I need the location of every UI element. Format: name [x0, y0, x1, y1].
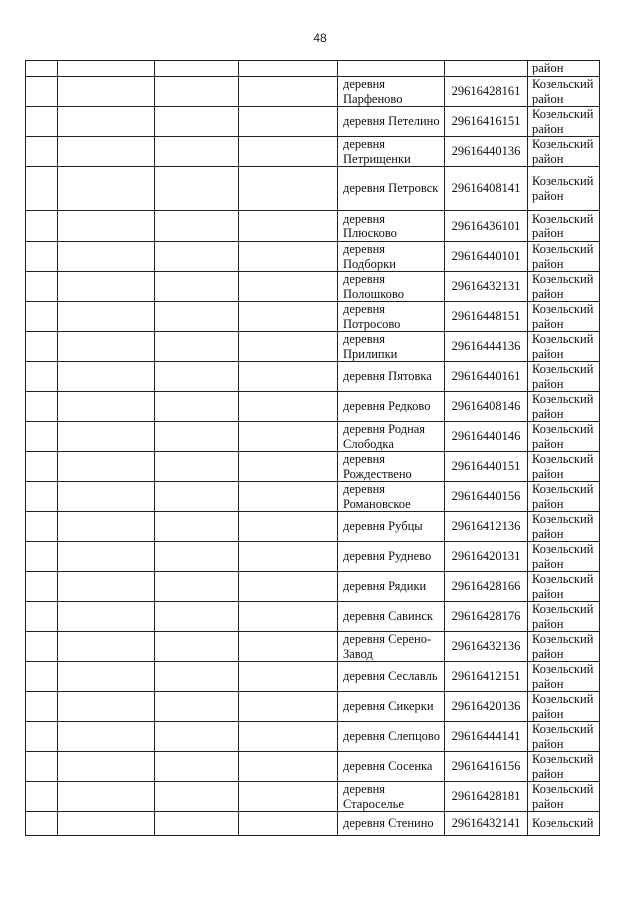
settlement-name-cell: деревня Петрищенки: [338, 137, 445, 167]
oktmo-code-cell: 29616440136: [445, 137, 528, 167]
oktmo-code-cell: [445, 61, 528, 77]
empty-cell: [26, 302, 58, 332]
oktmo-code-cell: 29616420131: [445, 542, 528, 572]
empty-cell: [239, 512, 338, 542]
settlement-name-cell: деревня Полошково: [338, 272, 445, 302]
empty-cell: [155, 242, 239, 272]
empty-cell: [239, 542, 338, 572]
empty-cell: [58, 512, 155, 542]
empty-cell: [155, 662, 239, 692]
table-row: [26, 392, 600, 422]
empty-cell: [155, 392, 239, 422]
district-cell: Козельский район: [528, 362, 600, 392]
empty-cell: [239, 572, 338, 602]
settlement-name-cell: деревня Редково: [338, 392, 445, 422]
empty-cell: [58, 77, 155, 107]
empty-cell: [26, 572, 58, 602]
empty-cell: [155, 812, 239, 836]
district-cell: Козельский район: [528, 392, 600, 422]
district-cell: Козельский район: [528, 452, 600, 482]
empty-cell: [58, 662, 155, 692]
empty-cell: [155, 167, 239, 211]
settlement-name-cell: деревня Рубцы: [338, 512, 445, 542]
oktmo-code-cell: 29616432141: [445, 812, 528, 836]
table-row: [26, 572, 600, 602]
empty-cell: [155, 692, 239, 722]
oktmo-code-cell: 29616428176: [445, 602, 528, 632]
empty-cell: [26, 362, 58, 392]
settlement-name-cell: деревня Савинск: [338, 602, 445, 632]
table-row: [26, 272, 600, 302]
settlement-name-cell: деревня Подборки: [338, 242, 445, 272]
settlement-name-cell: деревня Романовское: [338, 482, 445, 512]
empty-cell: [239, 692, 338, 722]
table-row: [26, 812, 600, 836]
empty-cell: [58, 752, 155, 782]
empty-cell: [26, 242, 58, 272]
table-row: [26, 242, 600, 272]
district-cell: район: [528, 61, 600, 77]
settlement-name-cell: деревня Серено-Завод: [338, 632, 445, 662]
empty-cell: [239, 782, 338, 812]
table-row: [26, 302, 600, 332]
district-cell: Козельский район: [528, 211, 600, 242]
empty-cell: [58, 782, 155, 812]
settlements-table: [25, 60, 600, 836]
district-cell: Козельский район: [528, 542, 600, 572]
table-row: [26, 452, 600, 482]
empty-cell: [155, 722, 239, 752]
district-cell: Козельский район: [528, 167, 600, 211]
empty-cell: [239, 422, 338, 452]
settlement-name-cell: деревня Сикерки: [338, 692, 445, 722]
settlement-name-cell: деревня Слепцово: [338, 722, 445, 752]
table-row: [26, 332, 600, 362]
empty-cell: [155, 211, 239, 242]
empty-cell: [155, 272, 239, 302]
table-row: [26, 422, 600, 452]
empty-cell: [26, 332, 58, 362]
empty-cell: [26, 482, 58, 512]
empty-cell: [26, 452, 58, 482]
empty-cell: [58, 272, 155, 302]
empty-cell: [58, 302, 155, 332]
empty-cell: [58, 482, 155, 512]
oktmo-code-cell: 29616440156: [445, 482, 528, 512]
oktmo-code-cell: 29616444136: [445, 332, 528, 362]
empty-cell: [58, 332, 155, 362]
district-cell: Козельский район: [528, 77, 600, 107]
empty-cell: [155, 107, 239, 137]
table-row: [26, 512, 600, 542]
settlement-name-cell: деревня Сосенка: [338, 752, 445, 782]
district-cell: Козельский район: [528, 782, 600, 812]
empty-cell: [239, 272, 338, 302]
empty-cell: [26, 782, 58, 812]
empty-cell: [58, 722, 155, 752]
table-row: [26, 61, 600, 77]
district-cell: Козельский район: [528, 692, 600, 722]
empty-cell: [155, 302, 239, 332]
district-cell: Козельский район: [528, 242, 600, 272]
settlement-name-cell: деревня Родная Слободка: [338, 422, 445, 452]
empty-cell: [58, 107, 155, 137]
table-row: [26, 362, 600, 392]
empty-cell: [239, 602, 338, 632]
empty-cell: [239, 137, 338, 167]
empty-cell: [239, 362, 338, 392]
oktmo-code-cell: 29616432136: [445, 632, 528, 662]
empty-cell: [239, 107, 338, 137]
empty-cell: [26, 137, 58, 167]
district-cell: Козельский район: [528, 107, 600, 137]
empty-cell: [239, 302, 338, 332]
table-row: [26, 782, 600, 812]
empty-cell: [26, 392, 58, 422]
empty-cell: [239, 242, 338, 272]
empty-cell: [26, 167, 58, 211]
district-cell: Козельский: [528, 812, 600, 836]
empty-cell: [58, 211, 155, 242]
table-row: [26, 482, 600, 512]
settlement-name-cell: деревня Потросово: [338, 302, 445, 332]
settlement-name-cell: [338, 61, 445, 77]
oktmo-code-cell: 29616440151: [445, 452, 528, 482]
empty-cell: [26, 662, 58, 692]
empty-cell: [155, 602, 239, 632]
table-row: [26, 692, 600, 722]
oktmo-code-cell: 29616420136: [445, 692, 528, 722]
empty-cell: [58, 452, 155, 482]
oktmo-code-cell: 29616428166: [445, 572, 528, 602]
empty-cell: [155, 61, 239, 77]
settlement-name-cell: деревня Парфеново: [338, 77, 445, 107]
district-cell: Козельский район: [528, 572, 600, 602]
empty-cell: [26, 61, 58, 77]
empty-cell: [239, 61, 338, 77]
oktmo-code-cell: 29616440161: [445, 362, 528, 392]
table-row: [26, 632, 600, 662]
empty-cell: [155, 542, 239, 572]
empty-cell: [155, 452, 239, 482]
district-cell: Козельский район: [528, 332, 600, 362]
settlement-name-cell: деревня Пятовка: [338, 362, 445, 392]
empty-cell: [58, 167, 155, 211]
empty-cell: [239, 812, 338, 836]
table-row: [26, 752, 600, 782]
empty-cell: [155, 332, 239, 362]
district-cell: Козельский район: [528, 602, 600, 632]
empty-cell: [155, 422, 239, 452]
settlement-name-cell: деревня Петровск: [338, 167, 445, 211]
empty-cell: [26, 752, 58, 782]
empty-cell: [26, 722, 58, 752]
empty-cell: [155, 137, 239, 167]
empty-cell: [239, 662, 338, 692]
empty-cell: [239, 632, 338, 662]
district-cell: Козельский район: [528, 632, 600, 662]
district-cell: Козельский район: [528, 752, 600, 782]
table-row: [26, 602, 600, 632]
oktmo-code-cell: 29616416156: [445, 752, 528, 782]
empty-cell: [26, 77, 58, 107]
oktmo-code-cell: 29616428181: [445, 782, 528, 812]
table-row: [26, 137, 600, 167]
empty-cell: [26, 542, 58, 572]
empty-cell: [239, 482, 338, 512]
oktmo-code-cell: 29616432131: [445, 272, 528, 302]
empty-cell: [26, 812, 58, 836]
settlement-name-cell: деревня Прилипки: [338, 332, 445, 362]
empty-cell: [26, 602, 58, 632]
empty-cell: [58, 242, 155, 272]
empty-cell: [26, 211, 58, 242]
oktmo-code-cell: 29616440146: [445, 422, 528, 452]
empty-cell: [26, 512, 58, 542]
table-row: [26, 107, 600, 137]
settlement-name-cell: деревня Плюсково: [338, 211, 445, 242]
oktmo-code-cell: 29616444141: [445, 722, 528, 752]
empty-cell: [58, 137, 155, 167]
oktmo-code-cell: 29616412151: [445, 662, 528, 692]
empty-cell: [58, 632, 155, 662]
district-cell: Козельский район: [528, 302, 600, 332]
empty-cell: [26, 107, 58, 137]
empty-cell: [155, 482, 239, 512]
empty-cell: [239, 752, 338, 782]
empty-cell: [239, 722, 338, 752]
empty-cell: [155, 512, 239, 542]
empty-cell: [58, 572, 155, 602]
empty-cell: [155, 362, 239, 392]
empty-cell: [58, 812, 155, 836]
empty-cell: [26, 692, 58, 722]
empty-cell: [58, 422, 155, 452]
table-row: [26, 542, 600, 572]
empty-cell: [26, 272, 58, 302]
empty-cell: [239, 77, 338, 107]
oktmo-code-cell: 29616416151: [445, 107, 528, 137]
table-row: [26, 77, 600, 107]
district-cell: Козельский район: [528, 422, 600, 452]
district-cell: Козельский район: [528, 137, 600, 167]
empty-cell: [239, 167, 338, 211]
empty-cell: [239, 332, 338, 362]
page-number: 48: [313, 31, 327, 45]
empty-cell: [239, 392, 338, 422]
settlement-name-cell: деревня Староселье: [338, 782, 445, 812]
empty-cell: [58, 602, 155, 632]
oktmo-code-cell: 29616412136: [445, 512, 528, 542]
empty-cell: [239, 452, 338, 482]
district-cell: Козельский район: [528, 482, 600, 512]
empty-cell: [155, 572, 239, 602]
table-row: [26, 662, 600, 692]
table-row: [26, 722, 600, 752]
empty-cell: [155, 77, 239, 107]
settlement-name-cell: деревня Петелино: [338, 107, 445, 137]
empty-cell: [26, 422, 58, 452]
empty-cell: [58, 362, 155, 392]
table-row: [26, 211, 600, 242]
empty-cell: [58, 542, 155, 572]
settlement-name-cell: деревня Сеславль: [338, 662, 445, 692]
empty-cell: [58, 61, 155, 77]
settlement-name-cell: деревня Стенино: [338, 812, 445, 836]
empty-cell: [155, 782, 239, 812]
district-cell: Козельский район: [528, 512, 600, 542]
settlement-name-cell: деревня Рядики: [338, 572, 445, 602]
empty-cell: [155, 752, 239, 782]
settlement-name-cell: деревня Руднево: [338, 542, 445, 572]
oktmo-code-cell: 29616408146: [445, 392, 528, 422]
oktmo-code-cell: 29616448151: [445, 302, 528, 332]
empty-cell: [26, 632, 58, 662]
district-cell: Козельский район: [528, 662, 600, 692]
oktmo-code-cell: 29616428161: [445, 77, 528, 107]
district-cell: Козельский район: [528, 272, 600, 302]
table-row: [26, 167, 600, 211]
empty-cell: [58, 692, 155, 722]
district-cell: Козельский район: [528, 722, 600, 752]
empty-cell: [239, 211, 338, 242]
oktmo-code-cell: 29616408141: [445, 167, 528, 211]
settlement-name-cell: деревня Рождествено: [338, 452, 445, 482]
empty-cell: [155, 632, 239, 662]
oktmo-code-cell: 29616440101: [445, 242, 528, 272]
empty-cell: [58, 392, 155, 422]
oktmo-code-cell: 29616436101: [445, 211, 528, 242]
